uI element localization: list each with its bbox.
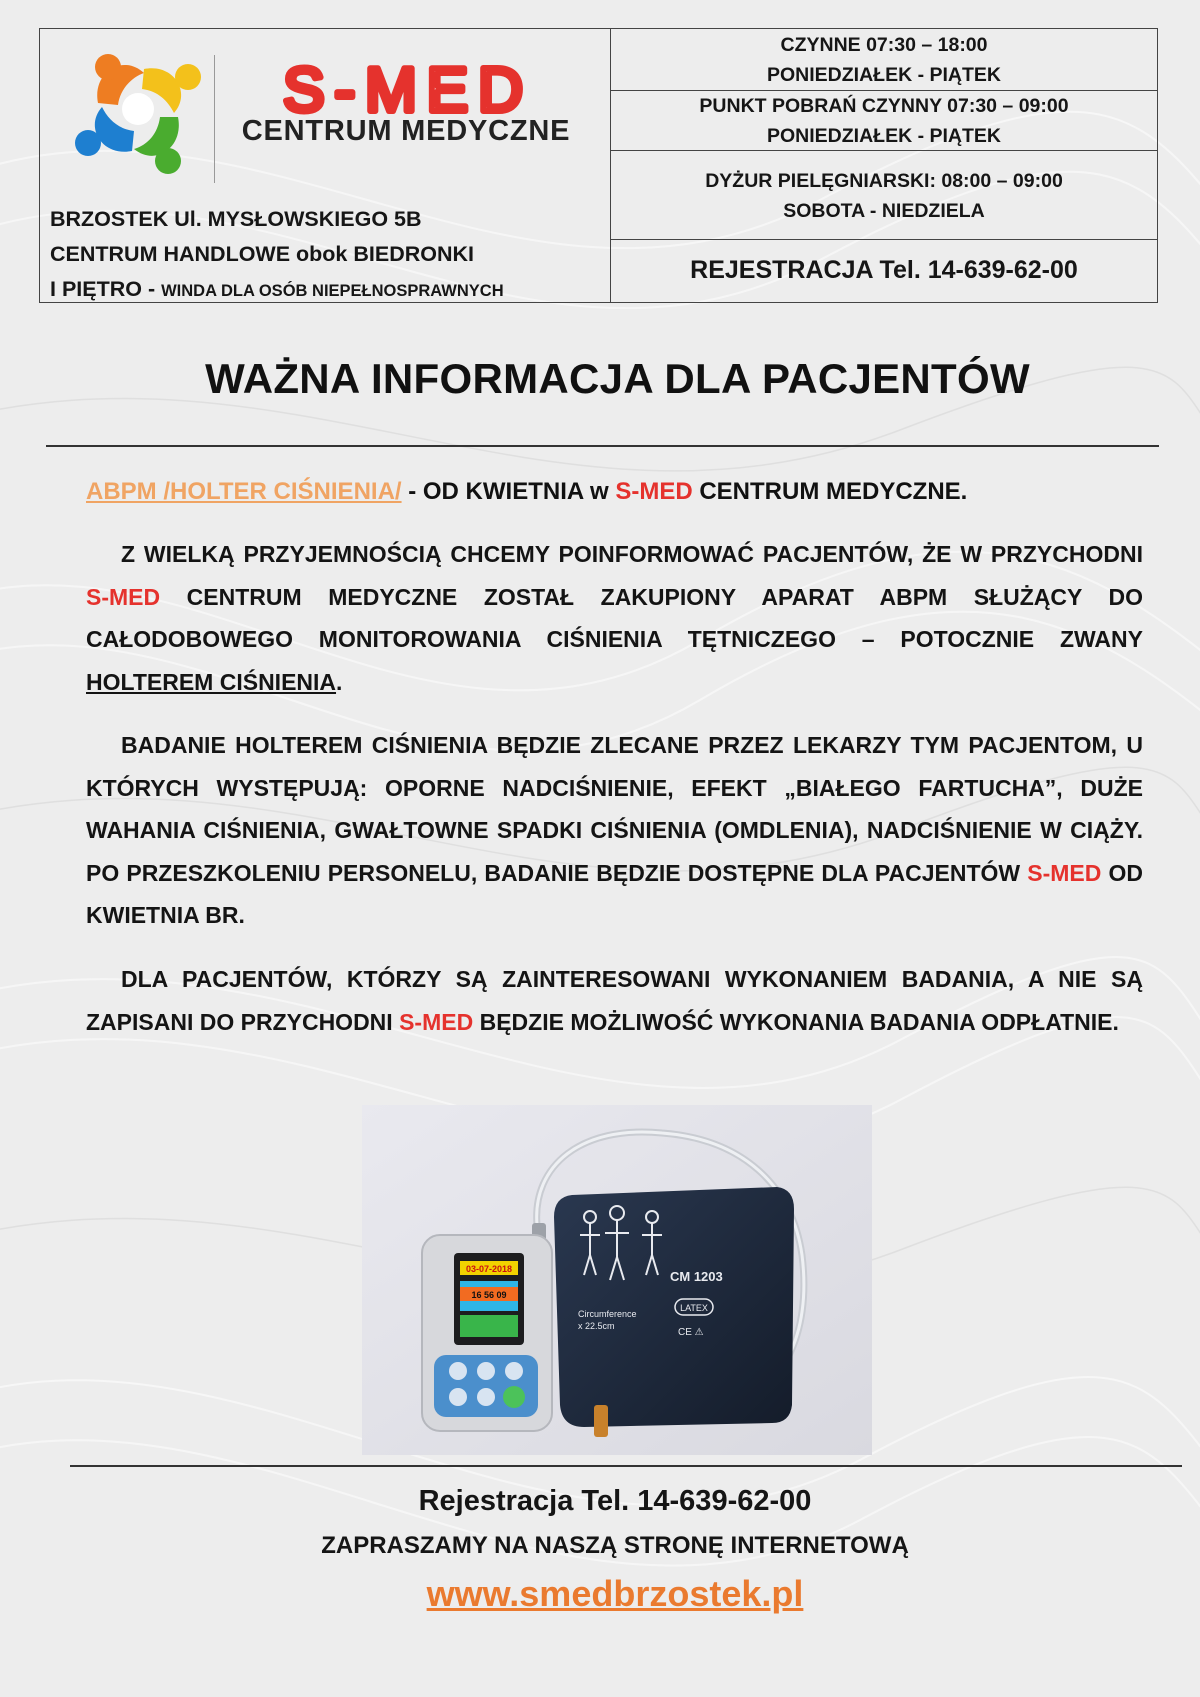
address-elevator-note: WINDA DLA OSÓB NIEPEŁNOSPRAWNYCH [161,282,504,300]
cuff-size-text: x 22.5cm [578,1321,615,1331]
cuff-latex-label: LATEX [680,1303,708,1313]
clinic-address [50,202,504,309]
footer-website-invitation: ZAPRASZAMY NA NASZĄ STRONĘ INTERNETOWĄ [321,1532,909,1559]
address-floor: I PIĘTRO - [50,277,162,301]
nurse-duty-hours [611,151,1157,240]
address-line-2: CENTRUM HANDLOWE obok BIEDRONKI [50,242,475,266]
device-screen-time: 16 56 09 [471,1290,507,1300]
address-line-1: BRZOSTEK Ul. MYSŁOWSKIEGO 5B [50,207,422,231]
logo-people-icon [62,33,214,185]
device-screen-date: 03-07-2018 [465,1264,513,1274]
header-box [39,28,1158,303]
abpm-link[interactable]: ABPM /HOLTER CIŚNIENIA/ [86,478,402,505]
paragraph-1-holter-term: HOLTEREM CIŚNIENIA [86,668,337,695]
opening-hours-days: PONIEDZIAŁEK - PIĄTEK [766,64,1001,86]
paragraph-3 [86,958,1143,1043]
paragraph-2-text-a: BADANIE HOLTEREM CIŚNIENIA BĘDZIE ZLECANE PRZEZ LEKARZY TYM PACJENTOM, U KTÓRYCH WYSTĘPUJĄ: OPORNE NADCIŚNIENIE, EFEKT „BIAŁEGO FARTUCHA”, DUŻE WAHANIA CIŚNIENIA, GWAŁTOWNE SPADKI CIŚNIENIA (OMDLENIA), NADCIŚNIENIE W CIĄŻY. PO PRZESZKOLENIU PERSONELU, BADANIE BĘDZIE DOSTĘPNE DLA PACJENTÓW [86,732,1143,886]
address-line-3 [50,272,504,309]
lead-line [86,472,1146,512]
brand-logotype [222,55,594,123]
paragraph-3-text-a: DLA PACJENTÓW, KTÓRZY SĄ ZAINTERESOWANI WYKONANIEM BADANIA, A NIE SĄ ZAPISANI DO PRZYCHODNI [86,966,1143,1035]
paragraph-1 [86,533,1143,703]
title-divider [46,445,1159,447]
brand-subtitle: CENTRUM MEDYCZNE [241,115,571,147]
cuff-circumference-text: Circumference [578,1309,637,1319]
website-link[interactable]: www.smedbrzostek.pl [426,1573,804,1614]
opening-hours-cell [611,29,1157,302]
cuff-model-label: CM 1203 [670,1269,723,1284]
paragraph-2-text-b: OD KWIETNIA BR. [86,859,1143,928]
page-title: WAŻNA INFORMACJA DLA PACJENTÓW [205,355,1030,402]
paragraph-1-text-a: Z WIELKĄ PRZYJEMNOŚCIĄ CHCEMY POINFORMOWAĆ PACJENTÓW, ŻE W PRZYCHODNI [121,541,1143,567]
nurse-duty-days: SOBOTA - NIEDZIELA [783,200,985,222]
opening-hours [611,29,1157,91]
paragraph-1-brand: S-MED [86,583,161,610]
cuff-ce-mark: CE ⚠ [678,1327,704,1338]
registration-phone: REJESTRACJA Tel. 14-639-62-00 [690,256,1078,284]
logo-divider [214,55,215,183]
paragraph-1-text-b: CENTRUM MEDYCZNE ZOSTAŁ ZAKUPIONY APARAT ABPM SŁUŻĄCY DO CAŁODOBOWEGO MONITOROWANIA CIŚNIENIA TĘTNICZEGO – POTOCZNIE ZWANY [86,583,1143,652]
paragraph-3-text-b: BĘDZIE MOŻLIWOŚĆ WYKONANIA BADANIA ODPŁATNIE. [473,1008,1119,1035]
lead-end-text: CENTRUM MEDYCZNE. [692,478,968,505]
lab-hours-days: PONIEDZIAŁEK - PIĄTEK [766,125,1001,147]
lead-middle-text: - OD KWIETNIA w [401,478,616,505]
brand-address-cell [40,29,611,302]
lab-hours [611,91,1157,151]
footer-registration-phone: Rejestracja Tel. 14-639-62-00 [418,1485,812,1517]
footer-divider [70,1465,1182,1467]
paragraph-1-text-c: . [336,668,343,695]
svg-text:S-MED: S-MED [283,56,533,123]
lab-hours-time: PUNKT POBRAŃ CZYNNY 07:30 – 09:00 [699,95,1069,117]
nurse-duty-time: DYŻUR PIELĘGNIARSKI: 08:00 – 09:00 [705,170,1063,192]
opening-hours-time: CZYNNE 07:30 – 18:00 [780,34,988,56]
lead-brand: S-MED [615,478,693,505]
paragraph-2 [86,724,1143,937]
paragraph-2-brand: S-MED [1027,859,1102,886]
abpm-device-photo [362,1105,872,1455]
paragraph-3-brand: S-MED [399,1008,474,1035]
